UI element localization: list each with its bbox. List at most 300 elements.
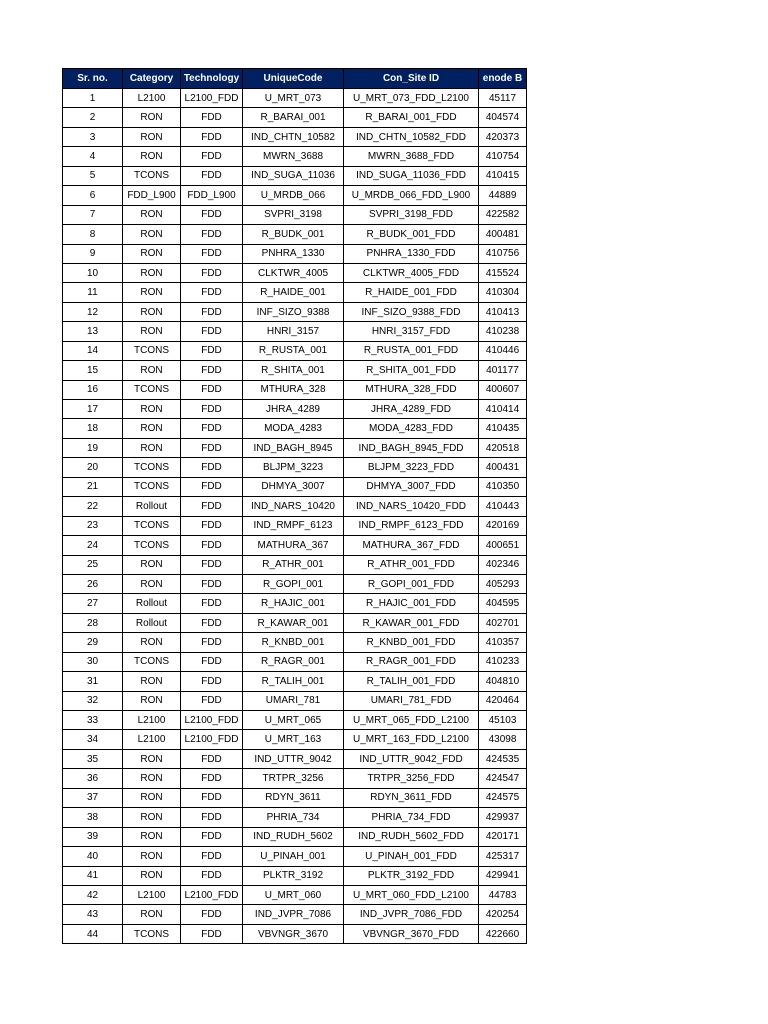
cell-con-site-id: R_GOPI_001_FDD — [344, 574, 479, 593]
table-row — [63, 574, 527, 593]
cell-sr-no: 24 — [63, 536, 123, 555]
table-row — [63, 438, 527, 457]
cell-technology: FDD — [181, 808, 243, 827]
cell-con-site-id: U_MRT_060_FDD_L2100 — [344, 885, 479, 904]
cell-sr-no: 38 — [63, 808, 123, 827]
cell-technology: FDD — [181, 574, 243, 593]
table-row — [63, 555, 527, 574]
cell-unique-code: SVPRI_3198 — [243, 205, 344, 224]
cell-category: RON — [123, 205, 181, 224]
cell-category: TCONS — [123, 516, 181, 535]
cell-unique-code: IND_RMPF_6123 — [243, 516, 344, 535]
cell-con-site-id: R_RUSTA_001_FDD — [344, 341, 479, 360]
header-technology: Technology — [181, 69, 243, 89]
cell-unique-code: IND_JVPR_7086 — [243, 905, 344, 924]
cell-category: RON — [123, 749, 181, 768]
cell-con-site-id: U_MRDB_066_FDD_L900 — [344, 186, 479, 205]
cell-enode-b: 401177 — [479, 361, 527, 380]
table-row — [63, 905, 527, 924]
cell-unique-code: IND_SUGA_11036 — [243, 166, 344, 185]
cell-technology: FDD — [181, 322, 243, 341]
cell-unique-code: R_KAWAR_001 — [243, 613, 344, 632]
cell-unique-code: R_BARAI_001 — [243, 108, 344, 127]
cell-category: RON — [123, 808, 181, 827]
cell-enode-b: 405293 — [479, 574, 527, 593]
table-row — [63, 400, 527, 419]
cell-con-site-id: U_MRT_073_FDD_L2100 — [344, 89, 479, 108]
cell-technology: FDD — [181, 166, 243, 185]
cell-category: RON — [123, 127, 181, 146]
cell-con-site-id: R_HAJIC_001_FDD — [344, 594, 479, 613]
table-row — [63, 827, 527, 846]
cell-sr-no: 23 — [63, 516, 123, 535]
cell-unique-code: TRTPR_3256 — [243, 769, 344, 788]
table-row — [63, 186, 527, 205]
cell-technology: FDD_L900 — [181, 186, 243, 205]
table-header-row — [63, 69, 527, 89]
cell-category: RON — [123, 108, 181, 127]
cell-enode-b: 420171 — [479, 827, 527, 846]
cell-category: Rollout — [123, 497, 181, 516]
table-row — [63, 497, 527, 516]
table-row — [63, 205, 527, 224]
cell-sr-no: 9 — [63, 244, 123, 263]
cell-con-site-id: IND_CHTN_10582_FDD — [344, 127, 479, 146]
table-row — [63, 341, 527, 360]
cell-category: RON — [123, 419, 181, 438]
cell-con-site-id: R_SHITA_001_FDD — [344, 361, 479, 380]
cell-category: RON — [123, 827, 181, 846]
cell-unique-code: R_TALIH_001 — [243, 672, 344, 691]
cell-con-site-id: IND_UTTR_9042_FDD — [344, 749, 479, 768]
cell-category: RON — [123, 225, 181, 244]
cell-category: RON — [123, 555, 181, 574]
cell-sr-no: 28 — [63, 613, 123, 632]
cell-technology: FDD — [181, 652, 243, 671]
cell-category: Rollout — [123, 594, 181, 613]
cell-category: RON — [123, 400, 181, 419]
cell-category: RON — [123, 847, 181, 866]
table-row — [63, 89, 527, 108]
cell-unique-code: U_MRT_065 — [243, 711, 344, 730]
cell-unique-code: U_MRT_060 — [243, 885, 344, 904]
cell-category: L2100 — [123, 89, 181, 108]
cell-enode-b: 420169 — [479, 516, 527, 535]
cell-enode-b: 410238 — [479, 322, 527, 341]
cell-category: L2100 — [123, 730, 181, 749]
cell-category: L2100 — [123, 711, 181, 730]
table-row — [63, 808, 527, 827]
cell-category: RON — [123, 438, 181, 457]
cell-sr-no: 7 — [63, 205, 123, 224]
cell-technology: FDD — [181, 672, 243, 691]
cell-category: RON — [123, 244, 181, 263]
cell-category: RON — [123, 322, 181, 341]
table-row — [63, 847, 527, 866]
site-data-table — [62, 68, 527, 944]
cell-sr-no: 36 — [63, 769, 123, 788]
cell-sr-no: 18 — [63, 419, 123, 438]
cell-technology: FDD — [181, 516, 243, 535]
cell-sr-no: 20 — [63, 458, 123, 477]
cell-sr-no: 10 — [63, 263, 123, 282]
cell-technology: FDD — [181, 497, 243, 516]
cell-technology: FDD — [181, 283, 243, 302]
cell-con-site-id: R_BUDK_001_FDD — [344, 225, 479, 244]
cell-technology: FDD — [181, 244, 243, 263]
cell-technology: FDD — [181, 788, 243, 807]
cell-sr-no: 2 — [63, 108, 123, 127]
cell-con-site-id: IND_NARS_10420_FDD — [344, 497, 479, 516]
cell-technology: FDD — [181, 263, 243, 282]
cell-con-site-id: R_ATHR_001_FDD — [344, 555, 479, 574]
table-row — [63, 108, 527, 127]
cell-unique-code: IND_NARS_10420 — [243, 497, 344, 516]
cell-unique-code: CLKTWR_4005 — [243, 263, 344, 282]
cell-unique-code: MATHURA_367 — [243, 536, 344, 555]
cell-con-site-id: MATHURA_367_FDD — [344, 536, 479, 555]
cell-unique-code: R_HAJIC_001 — [243, 594, 344, 613]
cell-con-site-id: IND_SUGA_11036_FDD — [344, 166, 479, 185]
cell-enode-b: 410414 — [479, 400, 527, 419]
cell-technology: FDD — [181, 633, 243, 652]
cell-unique-code: JHRA_4289 — [243, 400, 344, 419]
cell-technology: FDD — [181, 749, 243, 768]
cell-enode-b: 424535 — [479, 749, 527, 768]
cell-con-site-id: PHRIA_734_FDD — [344, 808, 479, 827]
cell-category: RON — [123, 866, 181, 885]
cell-technology: FDD — [181, 866, 243, 885]
cell-sr-no: 34 — [63, 730, 123, 749]
table-row — [63, 458, 527, 477]
cell-category: L2100 — [123, 885, 181, 904]
cell-technology: FDD — [181, 691, 243, 710]
cell-con-site-id: IND_BAGH_8945_FDD — [344, 438, 479, 457]
table-body — [63, 89, 527, 944]
cell-technology: L2100_FDD — [181, 89, 243, 108]
cell-unique-code: UMARI_781 — [243, 691, 344, 710]
cell-sr-no: 41 — [63, 866, 123, 885]
cell-sr-no: 40 — [63, 847, 123, 866]
cell-con-site-id: RDYN_3611_FDD — [344, 788, 479, 807]
cell-category: FDD_L900 — [123, 186, 181, 205]
cell-con-site-id: IND_RUDH_5602_FDD — [344, 827, 479, 846]
cell-technology: FDD — [181, 555, 243, 574]
cell-sr-no: 14 — [63, 341, 123, 360]
cell-technology: FDD — [181, 438, 243, 457]
cell-sr-no: 4 — [63, 147, 123, 166]
cell-sr-no: 16 — [63, 380, 123, 399]
table-row — [63, 788, 527, 807]
cell-unique-code: INF_SIZO_9388 — [243, 302, 344, 321]
cell-sr-no: 5 — [63, 166, 123, 185]
cell-sr-no: 17 — [63, 400, 123, 419]
cell-unique-code: PNHRA_1330 — [243, 244, 344, 263]
cell-sr-no: 33 — [63, 711, 123, 730]
cell-technology: FDD — [181, 536, 243, 555]
cell-category: RON — [123, 147, 181, 166]
cell-enode-b: 410304 — [479, 283, 527, 302]
cell-sr-no: 19 — [63, 438, 123, 457]
table-row — [63, 536, 527, 555]
cell-enode-b: 400431 — [479, 458, 527, 477]
cell-enode-b: 429941 — [479, 866, 527, 885]
header-con-site-id: Con_Site ID — [344, 69, 479, 89]
cell-unique-code: IND_RUDH_5602 — [243, 827, 344, 846]
cell-sr-no: 8 — [63, 225, 123, 244]
table-row — [63, 322, 527, 341]
cell-enode-b: 410415 — [479, 166, 527, 185]
cell-unique-code: VBVNGR_3670 — [243, 924, 344, 943]
cell-con-site-id: R_TALIH_001_FDD — [344, 672, 479, 691]
cell-sr-no: 13 — [63, 322, 123, 341]
cell-enode-b: 43098 — [479, 730, 527, 749]
cell-enode-b: 415524 — [479, 263, 527, 282]
cell-sr-no: 22 — [63, 497, 123, 516]
cell-enode-b: 420373 — [479, 127, 527, 146]
cell-unique-code: MODA_4283 — [243, 419, 344, 438]
cell-unique-code: PLKTR_3192 — [243, 866, 344, 885]
cell-enode-b: 410413 — [479, 302, 527, 321]
cell-enode-b: 404810 — [479, 672, 527, 691]
cell-technology: FDD — [181, 147, 243, 166]
cell-unique-code: U_PINAH_001 — [243, 847, 344, 866]
cell-technology: FDD — [181, 905, 243, 924]
cell-con-site-id: IND_RMPF_6123_FDD — [344, 516, 479, 535]
cell-technology: FDD — [181, 924, 243, 943]
cell-sr-no: 1 — [63, 89, 123, 108]
cell-sr-no: 31 — [63, 672, 123, 691]
cell-sr-no: 27 — [63, 594, 123, 613]
table-row — [63, 730, 527, 749]
cell-con-site-id: R_KAWAR_001_FDD — [344, 613, 479, 632]
cell-con-site-id: IND_JVPR_7086_FDD — [344, 905, 479, 924]
cell-enode-b: 424575 — [479, 788, 527, 807]
cell-category: RON — [123, 691, 181, 710]
cell-enode-b: 410357 — [479, 633, 527, 652]
cell-technology: FDD — [181, 477, 243, 496]
table-row — [63, 147, 527, 166]
cell-technology: FDD — [181, 302, 243, 321]
cell-sr-no: 3 — [63, 127, 123, 146]
cell-enode-b: 429937 — [479, 808, 527, 827]
cell-technology: FDD — [181, 613, 243, 632]
cell-enode-b: 402701 — [479, 613, 527, 632]
table-row — [63, 127, 527, 146]
cell-category: TCONS — [123, 652, 181, 671]
cell-unique-code: HNRI_3157 — [243, 322, 344, 341]
cell-unique-code: IND_BAGH_8945 — [243, 438, 344, 457]
cell-con-site-id: VBVNGR_3670_FDD — [344, 924, 479, 943]
cell-con-site-id: MWRN_3688_FDD — [344, 147, 479, 166]
cell-technology: FDD — [181, 458, 243, 477]
cell-sr-no: 25 — [63, 555, 123, 574]
cell-sr-no: 15 — [63, 361, 123, 380]
cell-sr-no: 12 — [63, 302, 123, 321]
cell-category: TCONS — [123, 458, 181, 477]
table-row — [63, 380, 527, 399]
table-row — [63, 302, 527, 321]
cell-enode-b: 400607 — [479, 380, 527, 399]
cell-enode-b: 44783 — [479, 885, 527, 904]
cell-category: TCONS — [123, 536, 181, 555]
cell-enode-b: 410756 — [479, 244, 527, 263]
header-sr-no: Sr. no. — [63, 69, 123, 89]
cell-sr-no: 21 — [63, 477, 123, 496]
cell-technology: FDD — [181, 127, 243, 146]
cell-category: RON — [123, 283, 181, 302]
cell-unique-code: U_MRT_073 — [243, 89, 344, 108]
cell-unique-code: RDYN_3611 — [243, 788, 344, 807]
cell-con-site-id: JHRA_4289_FDD — [344, 400, 479, 419]
cell-sr-no: 42 — [63, 885, 123, 904]
cell-unique-code: R_KNBD_001 — [243, 633, 344, 652]
cell-enode-b: 410754 — [479, 147, 527, 166]
cell-con-site-id: HNRI_3157_FDD — [344, 322, 479, 341]
cell-category: TCONS — [123, 924, 181, 943]
table-row — [63, 866, 527, 885]
cell-enode-b: 410350 — [479, 477, 527, 496]
cell-category: RON — [123, 361, 181, 380]
table-row — [63, 769, 527, 788]
cell-con-site-id: MODA_4283_FDD — [344, 419, 479, 438]
cell-unique-code: R_SHITA_001 — [243, 361, 344, 380]
cell-technology: FDD — [181, 225, 243, 244]
cell-unique-code: R_RUSTA_001 — [243, 341, 344, 360]
table-row — [63, 244, 527, 263]
cell-enode-b: 425317 — [479, 847, 527, 866]
cell-con-site-id: INF_SIZO_9388_FDD — [344, 302, 479, 321]
cell-sr-no: 29 — [63, 633, 123, 652]
table-row — [63, 263, 527, 282]
cell-category: RON — [123, 769, 181, 788]
table-row — [63, 633, 527, 652]
cell-sr-no: 11 — [63, 283, 123, 302]
cell-con-site-id: DHMYA_3007_FDD — [344, 477, 479, 496]
cell-con-site-id: R_HAIDE_001_FDD — [344, 283, 479, 302]
cell-technology: FDD — [181, 769, 243, 788]
cell-enode-b: 404595 — [479, 594, 527, 613]
cell-enode-b: 410233 — [479, 652, 527, 671]
cell-enode-b: 420518 — [479, 438, 527, 457]
cell-unique-code: R_RAGR_001 — [243, 652, 344, 671]
cell-enode-b: 45117 — [479, 89, 527, 108]
table-row — [63, 749, 527, 768]
cell-enode-b: 422582 — [479, 205, 527, 224]
cell-con-site-id: PNHRA_1330_FDD — [344, 244, 479, 263]
cell-unique-code: BLJPM_3223 — [243, 458, 344, 477]
cell-unique-code: MWRN_3688 — [243, 147, 344, 166]
cell-technology: FDD — [181, 380, 243, 399]
table-row — [63, 166, 527, 185]
cell-category: TCONS — [123, 166, 181, 185]
cell-sr-no: 37 — [63, 788, 123, 807]
cell-category: RON — [123, 302, 181, 321]
cell-con-site-id: UMARI_781_FDD — [344, 691, 479, 710]
cell-enode-b: 410443 — [479, 497, 527, 516]
cell-con-site-id: MTHURA_328_FDD — [344, 380, 479, 399]
table-row — [63, 594, 527, 613]
cell-category: RON — [123, 905, 181, 924]
cell-unique-code: R_ATHR_001 — [243, 555, 344, 574]
cell-con-site-id: TRTPR_3256_FDD — [344, 769, 479, 788]
cell-enode-b: 420254 — [479, 905, 527, 924]
cell-technology: FDD — [181, 108, 243, 127]
cell-category: Rollout — [123, 613, 181, 632]
cell-con-site-id: R_BARAI_001_FDD — [344, 108, 479, 127]
cell-unique-code: R_BUDK_001 — [243, 225, 344, 244]
cell-enode-b: 400651 — [479, 536, 527, 555]
cell-enode-b: 400481 — [479, 225, 527, 244]
table-row — [63, 225, 527, 244]
table-row — [63, 924, 527, 943]
cell-category: RON — [123, 574, 181, 593]
cell-con-site-id: PLKTR_3192_FDD — [344, 866, 479, 885]
header-unique-code: UniqueCode — [243, 69, 344, 89]
cell-technology: FDD — [181, 594, 243, 613]
cell-category: TCONS — [123, 477, 181, 496]
table-row — [63, 691, 527, 710]
cell-unique-code: MTHURA_328 — [243, 380, 344, 399]
cell-category: RON — [123, 263, 181, 282]
cell-con-site-id: CLKTWR_4005_FDD — [344, 263, 479, 282]
cell-sr-no: 44 — [63, 924, 123, 943]
cell-con-site-id: SVPRI_3198_FDD — [344, 205, 479, 224]
cell-sr-no: 30 — [63, 652, 123, 671]
cell-enode-b: 410435 — [479, 419, 527, 438]
table-row — [63, 516, 527, 535]
cell-technology: FDD — [181, 361, 243, 380]
cell-category: RON — [123, 788, 181, 807]
cell-sr-no: 32 — [63, 691, 123, 710]
cell-unique-code: R_HAIDE_001 — [243, 283, 344, 302]
cell-enode-b: 45103 — [479, 711, 527, 730]
cell-technology: FDD — [181, 341, 243, 360]
table-row — [63, 477, 527, 496]
cell-unique-code: PHRIA_734 — [243, 808, 344, 827]
cell-enode-b: 44889 — [479, 186, 527, 205]
table-row — [63, 613, 527, 632]
header-category: Category — [123, 69, 181, 89]
cell-unique-code: U_MRDB_066 — [243, 186, 344, 205]
cell-technology: FDD — [181, 847, 243, 866]
cell-technology: FDD — [181, 827, 243, 846]
cell-enode-b: 404574 — [479, 108, 527, 127]
cell-sr-no: 43 — [63, 905, 123, 924]
cell-unique-code: IND_CHTN_10582 — [243, 127, 344, 146]
cell-con-site-id: BLJPM_3223_FDD — [344, 458, 479, 477]
cell-sr-no: 39 — [63, 827, 123, 846]
cell-sr-no: 35 — [63, 749, 123, 768]
table-row — [63, 711, 527, 730]
cell-sr-no: 6 — [63, 186, 123, 205]
cell-enode-b: 410446 — [479, 341, 527, 360]
cell-category: RON — [123, 633, 181, 652]
cell-technology: L2100_FDD — [181, 730, 243, 749]
table-row — [63, 672, 527, 691]
cell-sr-no: 26 — [63, 574, 123, 593]
cell-unique-code: IND_UTTR_9042 — [243, 749, 344, 768]
cell-category: TCONS — [123, 380, 181, 399]
table-row — [63, 885, 527, 904]
cell-technology: L2100_FDD — [181, 711, 243, 730]
cell-unique-code: R_GOPI_001 — [243, 574, 344, 593]
cell-con-site-id: U_MRT_065_FDD_L2100 — [344, 711, 479, 730]
cell-technology: FDD — [181, 419, 243, 438]
cell-con-site-id: R_RAGR_001_FDD — [344, 652, 479, 671]
cell-enode-b: 422660 — [479, 924, 527, 943]
cell-technology: L2100_FDD — [181, 885, 243, 904]
